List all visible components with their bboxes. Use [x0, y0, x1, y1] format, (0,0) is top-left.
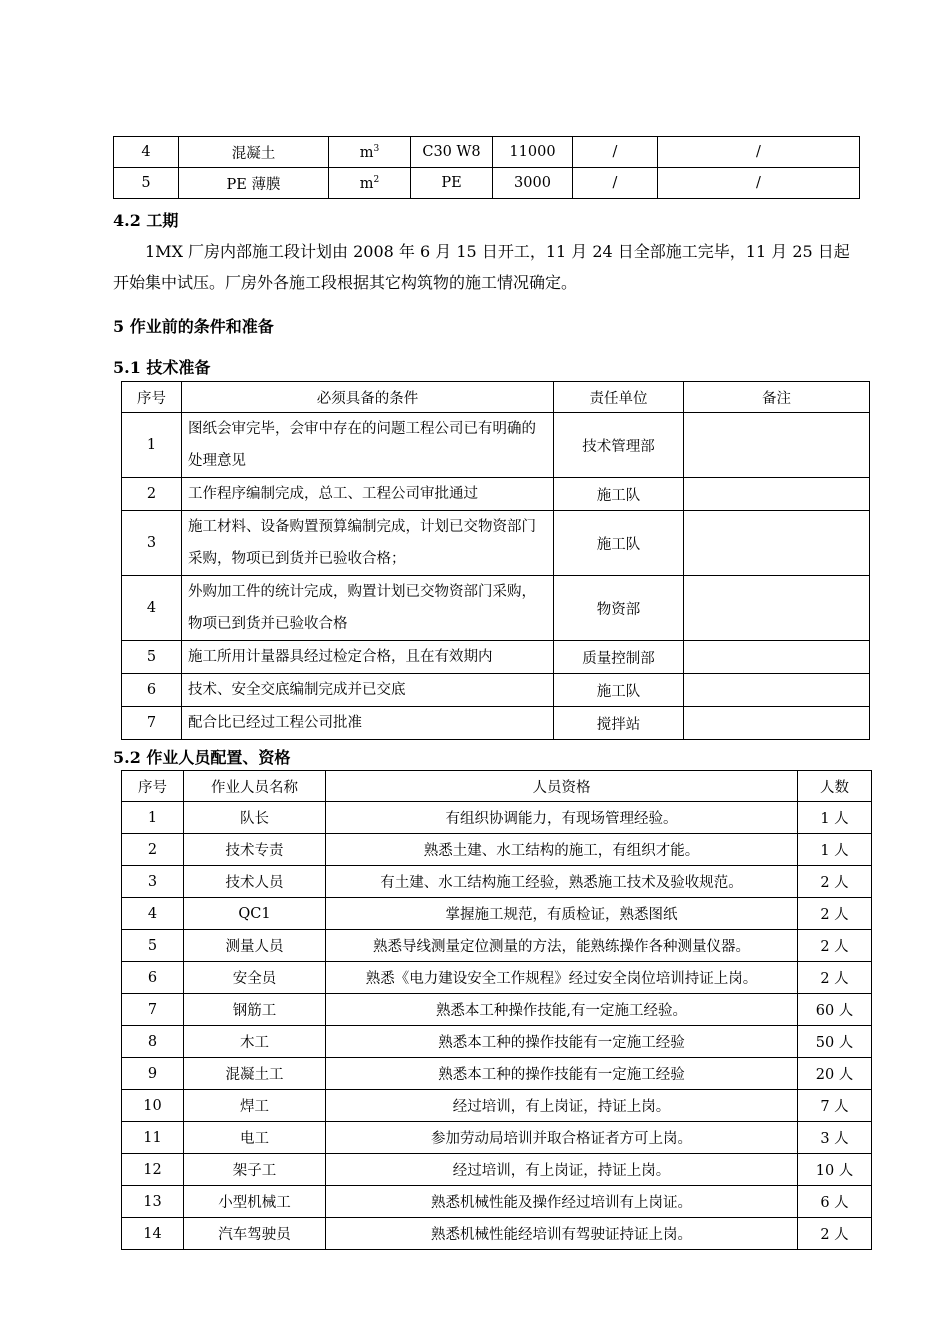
cell-count: 6 人 — [798, 1186, 872, 1218]
cell-role: 架子工 — [184, 1154, 326, 1186]
cell-count: 20 人 — [798, 1058, 872, 1090]
header-note: 备注 — [684, 382, 870, 413]
cell-qualification: 熟悉机械性能及操作经过培训有上岗证。 — [326, 1186, 798, 1218]
cell-no: 13 — [122, 1186, 184, 1218]
cell-no: 7 — [122, 707, 182, 740]
cell-c6: / — [573, 168, 658, 199]
cell-unit: 搅拌站 — [554, 707, 684, 740]
cell-qualification: 经过培训，有上岗证，持证上岗。 — [326, 1154, 798, 1186]
cell-no: 6 — [122, 962, 184, 994]
cell-no: 6 — [122, 674, 182, 707]
cell-unit: 物资部 — [554, 576, 684, 641]
cell-no: 1 — [122, 802, 184, 834]
cell-role: 小型机械工 — [184, 1186, 326, 1218]
cell-no: 4 — [114, 137, 179, 168]
table-row — [122, 1058, 872, 1090]
cell-qualification: 熟悉土建、水工结构的施工，有组织才能。 — [326, 834, 798, 866]
section-5-1-title: 5.1 技术准备 — [113, 358, 211, 377]
section-4-2-title: 4.2 工期 — [113, 211, 179, 230]
cell-condition: 施工材料、设备购置预算编制完成，计划已交物资部门采购，物项已到货并已验收合格； — [182, 511, 554, 576]
cell-qualification: 熟悉导线测量定位测量的方法，能熟练操作各种测量仪器。 — [326, 930, 798, 962]
cell-unit: 技术管理部 — [554, 413, 684, 478]
cell-role: QC1 — [184, 898, 326, 930]
cell-qualification: 参加劳动局培训并取合格证者方可上岗。 — [326, 1122, 798, 1154]
cell-role: 混凝土工 — [184, 1058, 326, 1090]
cell-note — [684, 641, 870, 674]
cell-count: 10 人 — [798, 1154, 872, 1186]
cell-qty: 11000 — [493, 137, 573, 168]
table-row — [122, 994, 872, 1026]
header-no: 序号 — [122, 771, 184, 802]
cell-no: 5 — [114, 168, 179, 199]
table-row — [122, 1090, 872, 1122]
cell-qualification: 熟悉《电力建设安全工作规程》经过安全岗位培训持证上岗。 — [326, 962, 798, 994]
cell-unit: $m^2$ — [329, 168, 411, 199]
section-5-title: 5 作业前的条件和准备 — [113, 317, 274, 336]
table-row — [122, 1186, 872, 1218]
cell-note — [684, 511, 870, 576]
cell-note — [684, 674, 870, 707]
cell-note — [684, 478, 870, 511]
cell-role: 电工 — [184, 1122, 326, 1154]
cell-c6: / — [573, 137, 658, 168]
cell-no: 2 — [122, 834, 184, 866]
table-row — [122, 866, 872, 898]
cell-role: 技术人员 — [184, 866, 326, 898]
cell-qualification: 熟悉本工种的操作技能有一定施工经验 — [326, 1058, 798, 1090]
cell-no: 5 — [122, 641, 182, 674]
cell-count: 1 人 — [798, 834, 872, 866]
cell-name: 混凝土 — [179, 137, 329, 168]
cell-name: PE 薄膜 — [179, 168, 329, 199]
cell-no: 3 — [122, 511, 182, 576]
material-table — [113, 136, 860, 199]
cell-no: 14 — [122, 1218, 184, 1250]
cell-note — [684, 413, 870, 478]
cell-role: 测量人员 — [184, 930, 326, 962]
table-row — [122, 576, 870, 641]
tech-prep-table — [121, 381, 870, 740]
cell-count: 2 人 — [798, 898, 872, 930]
table-row — [122, 641, 870, 674]
table-row — [122, 1154, 872, 1186]
cell-c7: / — [658, 137, 860, 168]
cell-role: 焊工 — [184, 1090, 326, 1122]
cell-count: 3 人 — [798, 1122, 872, 1154]
table-row — [122, 930, 872, 962]
table-header-row — [122, 382, 870, 413]
cell-no: 2 — [122, 478, 182, 511]
cell-role: 汽车驾驶员 — [184, 1218, 326, 1250]
cell-unit: 施工队 — [554, 511, 684, 576]
cell-unit: 施工队 — [554, 674, 684, 707]
cell-qty: 3000 — [493, 168, 573, 199]
cell-qualification: 掌握施工规范，有质检证，熟悉图纸 — [326, 898, 798, 930]
cell-condition: 配合比已经过工程公司批准 — [182, 707, 554, 740]
cell-count: 2 人 — [798, 930, 872, 962]
cell-count: 2 人 — [798, 1218, 872, 1250]
table-row — [122, 834, 872, 866]
cell-condition: 图纸会审完毕，会审中存在的问题工程公司已有明确的处理意见 — [182, 413, 554, 478]
table-row — [122, 413, 870, 478]
cell-qualification: 有组织协调能力，有现场管理经验。 — [326, 802, 798, 834]
cell-no: 10 — [122, 1090, 184, 1122]
cell-qualification: 熟悉本工种操作技能,有一定施工经验。 — [326, 994, 798, 1026]
cell-condition: 技术、安全交底编制完成并已交底 — [182, 674, 554, 707]
cell-unit: 质量控制部 — [554, 641, 684, 674]
cell-count: 2 人 — [798, 866, 872, 898]
cell-no: 8 — [122, 1026, 184, 1058]
cell-unit: $m^3$ — [329, 137, 411, 168]
cell-qualification: 熟悉本工种的操作技能有一定施工经验 — [326, 1026, 798, 1058]
cell-condition: 外购加工件的统计完成，购置计划已交物资部门采购，物项已到货并已验收合格 — [182, 576, 554, 641]
cell-count: 7 人 — [798, 1090, 872, 1122]
cell-count: 2 人 — [798, 962, 872, 994]
cell-no: 7 — [122, 994, 184, 1026]
table-row — [114, 168, 860, 199]
table-row — [122, 898, 872, 930]
header-no: 序号 — [122, 382, 182, 413]
cell-no: 11 — [122, 1122, 184, 1154]
cell-no: 9 — [122, 1058, 184, 1090]
header-condition: 必须具备的条件 — [182, 382, 554, 413]
table-row — [122, 1026, 872, 1058]
cell-c7: / — [658, 168, 860, 199]
cell-role: 钢筋工 — [184, 994, 326, 1026]
cell-spec: C30 W8 — [411, 137, 493, 168]
header-role: 作业人员名称 — [184, 771, 326, 802]
cell-role: 队长 — [184, 802, 326, 834]
table-row — [122, 802, 872, 834]
cell-qualification: 经过培训，有上岗证，持证上岗。 — [326, 1090, 798, 1122]
cell-role: 木工 — [184, 1026, 326, 1058]
cell-qualification: 熟悉机械性能经培训有驾驶证持证上岗。 — [326, 1218, 798, 1250]
cell-count: 50 人 — [798, 1026, 872, 1058]
personnel-table — [121, 770, 872, 1250]
table-header-row — [122, 771, 872, 802]
table-row — [122, 478, 870, 511]
table-row — [122, 1122, 872, 1154]
cell-no: 4 — [122, 576, 182, 641]
cell-no: 1 — [122, 413, 182, 478]
table-row — [114, 137, 860, 168]
header-unit: 责任单位 — [554, 382, 684, 413]
table-row — [122, 674, 870, 707]
cell-count: 1 人 — [798, 802, 872, 834]
cell-condition: 施工所用计量器具经过检定合格，且在有效期内 — [182, 641, 554, 674]
cell-note — [684, 707, 870, 740]
table-row — [122, 707, 870, 740]
cell-unit: 施工队 — [554, 478, 684, 511]
header-count: 人数 — [798, 771, 872, 802]
section-5-2-title: 5.2 作业人员配置、资格 — [113, 748, 291, 767]
header-qualification: 人员资格 — [326, 771, 798, 802]
cell-role: 技术专责 — [184, 834, 326, 866]
section-4-2-paragraph: 1MX 厂房内部施工段计划由 2008 年 6 月 15 日开工，11 月 24 日全部施工完毕，11 月 25 日起开始集中试压。厂房外各施工段根据其它构筑物的施工情况确定。 — [113, 242, 850, 292]
table-row — [122, 962, 872, 994]
cell-spec: PE — [411, 168, 493, 199]
cell-role: 安全员 — [184, 962, 326, 994]
cell-condition: 工作程序编制完成，总工、工程公司审批通过 — [182, 478, 554, 511]
table-row — [122, 1218, 872, 1250]
cell-no: 3 — [122, 866, 184, 898]
cell-count: 60 人 — [798, 994, 872, 1026]
cell-qualification: 有土建、水工结构施工经验，熟悉施工技术及验收规范。 — [326, 866, 798, 898]
cell-note — [684, 576, 870, 641]
cell-no: 5 — [122, 930, 184, 962]
cell-no: 12 — [122, 1154, 184, 1186]
table-row — [122, 511, 870, 576]
cell-no: 4 — [122, 898, 184, 930]
